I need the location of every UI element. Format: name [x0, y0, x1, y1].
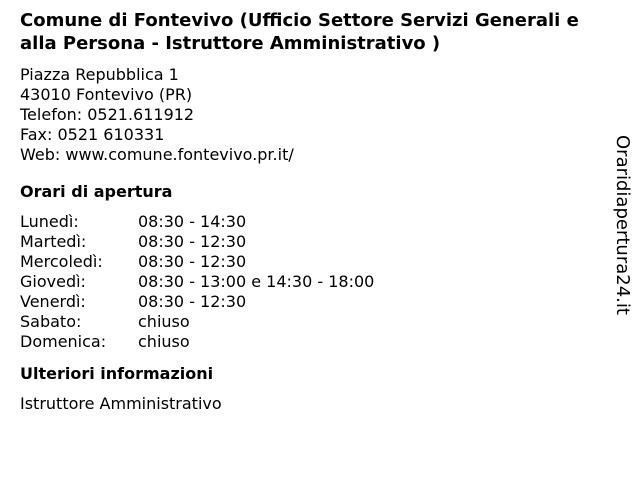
address-street: Piazza Repubblica 1 — [20, 65, 179, 84]
additional-info-heading: Ulteriori informazioni — [20, 364, 214, 383]
hours-row-thursday — [20, 272, 600, 292]
hours-day-label: Sabato: — [20, 312, 82, 331]
hours-day-label: Giovedì: — [20, 272, 86, 291]
website-link[interactable]: Web: www.comune.fontevivo.pr.it/ — [20, 145, 294, 164]
hours-time: 08:30 - 12:30 — [138, 252, 247, 271]
address-city: 43010 Fontevivo (PR) — [20, 85, 193, 104]
hours-row-tuesday — [20, 232, 600, 252]
hours-day-label: Venerdì: — [20, 292, 86, 311]
hours-time: chiuso — [138, 312, 190, 331]
opening-hours-heading: Orari di apertura — [20, 182, 173, 201]
hours-time: chiuso — [138, 332, 190, 351]
address-block — [20, 65, 600, 165]
hours-row-wednesday — [20, 252, 600, 272]
hours-day-label: Domenica: — [20, 332, 107, 351]
hours-time: 08:30 - 13:00 e 14:30 - 18:00 — [138, 272, 375, 291]
hours-time: 08:30 - 12:30 — [138, 292, 247, 311]
page-title: Comune di Fontevivo (Ufficio Settore Servizi Generali e alla Persona - Istruttore Amministrativo ) — [20, 10, 579, 54]
phone-number: Telefon: 0521.611912 — [20, 105, 195, 124]
hours-time: 08:30 - 14:30 — [138, 212, 247, 231]
additional-info-text: Istruttore Amministrativo — [20, 394, 222, 413]
hours-row-sunday — [20, 332, 600, 352]
fax-number: Fax: 0521 610331 — [20, 125, 165, 144]
hours-day-label: Lunedì: — [20, 212, 79, 231]
hours-day-label: Mercoledì: — [20, 252, 103, 271]
hours-row-saturday — [20, 312, 600, 332]
hours-day-label: Martedì: — [20, 232, 87, 251]
hours-row-monday — [20, 212, 600, 232]
hours-time: 08:30 - 12:30 — [138, 232, 247, 251]
hours-row-friday — [20, 292, 600, 312]
main-content — [20, 9, 600, 414]
opening-hours-table — [20, 212, 600, 352]
site-watermark: Oraridiapertura24.it — [612, 135, 633, 315]
